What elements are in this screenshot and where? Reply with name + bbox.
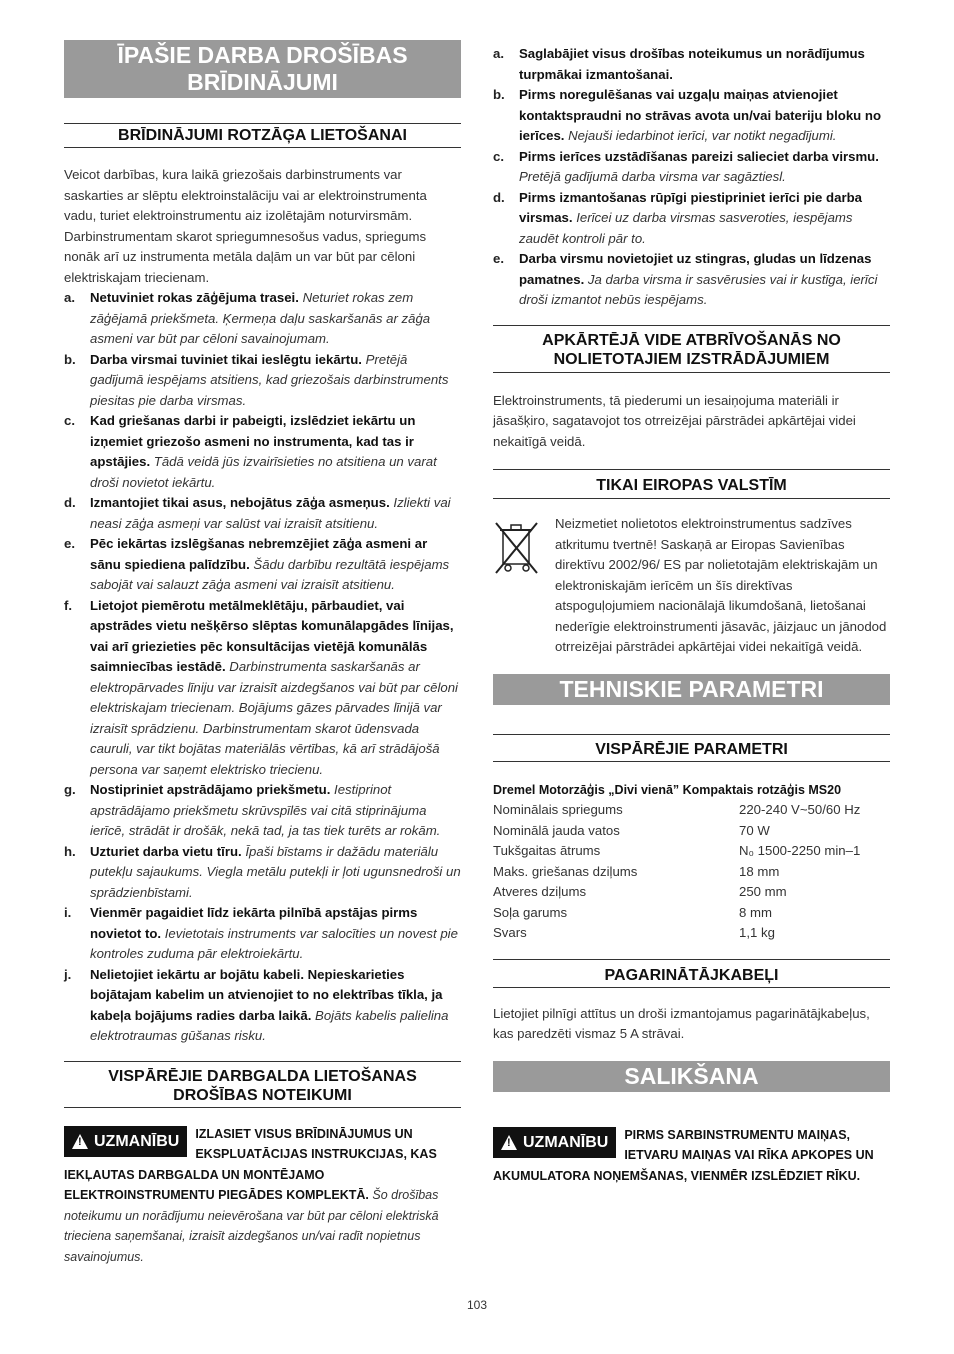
item-bold-text: Pirms noregulēšanas vai uzgaļu maiņas atvienojiet kontaktspraudni no strāvas avota un/vai bateriju bloku no ierīces. — [519, 87, 881, 143]
item-italic-text: Bojāts kabelis palielina elektrotraumas gūšanas risku. — [90, 1007, 449, 1043]
heading-environment: APKĀRTĒJĀ VIDE ATBRĪVOŠANĀS NO NOLIETOTAJIEM IZSTRĀDĀJUMIEM — [493, 325, 890, 373]
item-italic-text: Šādu darbību rezultātā iespējams sabojāt vai salauzt zāģa asmeni vai izraisīt atsitienu. — [90, 556, 450, 592]
item-label: f. — [64, 597, 73, 613]
item-label: c. — [64, 413, 75, 428]
list-item — [64, 411, 461, 493]
list-item — [64, 596, 461, 781]
spec-value: 220-240 V~50/60 Hz — [739, 802, 861, 817]
item-bold-text: Lietojot piemērotu metālmeklētāju, pārbaudiet, vai apstrādes vietu nešķērso slēptas komunālapgādes līnijas, vai arī griezieties pēc konsultācijas vietējā komunālās saimniecības iestādē. — [90, 597, 454, 674]
item-bold-text: Pirms izmantošanas rūpīgi piestipriniet ierīci pie darba virsmas. — [519, 189, 862, 225]
item-italic-text: Ja darba virsma ir sasvērusies vai ir kustīga, ierīci droši izmantot nebūs iespējams. — [519, 271, 878, 307]
item-label: g. — [64, 782, 76, 797]
item-italic-text: Pretējā gadījumā iespējams atsitiens, kad griezošais darbinstruments piesitas pie darba virsmas. — [90, 351, 449, 408]
item-label: i. — [64, 905, 72, 920]
item-italic-text: Neturiet rokas zem zāģējamā priekšmeta. Ķermeņa daļu saskaršanās ar zāģa asmeni var būt par cēloni savainojumam. — [90, 290, 431, 346]
item-italic-text: Iestiprinot apstrādājamo priekšmetu skrūvspīlēs vai citā stiprinājuma ierīcē, strādāt ir drošāk, nekā tad, ja tas tiek turēts ar rokām. — [90, 782, 441, 838]
item-text — [90, 493, 461, 534]
spec-value: 70 W — [739, 822, 770, 838]
weee-text: Neizmetiet nolietotos elektroinstrumentus sadzīves atkritumu tvertnē! Saskaņā ar Eiropas Savienības direktīvu 2002/96/ ES par nolietotajām elektriskajām un elektroniskajām ierīcēm un šīs direktīvas atspoguļojumiem nacionālajā likumdošanā, lietošanai nederīgie elektroinstrumenti jāsavāc, jāizjauc un jānodod otrreizējai pārstrādei apkārtējai videi nekaitīgā veidā. — [555, 516, 887, 654]
spec-value: 8 mm — [739, 904, 772, 920]
heading-general-params: VISPĀRĒJIE PARAMETRI — [493, 734, 890, 762]
item-label: d. — [493, 189, 505, 205]
item-bold-text: Netuviniet rokas zāģējuma trasei. — [90, 290, 299, 305]
item-text — [519, 188, 890, 250]
product-name: Dremel Motorzāģis „Divi vienā” Kompaktais rotzāģis MS20 — [493, 782, 842, 797]
spec-value: 1,1 kg — [739, 925, 775, 940]
item-bold-text: Darba virsmu novietojiet uz stingras, gludas un līdzenas pamatnes. — [519, 251, 872, 287]
list-item — [64, 288, 461, 350]
item-bold-text: Kad griešanas darbi ir pabeigti, izslēdziet iekārtu un izņemiet griezošo asmeni no instrumenta, kad tas ir apstājies. — [90, 413, 416, 469]
list-item — [493, 85, 890, 147]
list-item — [64, 965, 461, 1047]
spec-key: Atveres dziļums — [493, 884, 587, 899]
warning-block-right — [493, 1125, 890, 1187]
warning-badge: ! UZMANĪBU — [493, 1127, 616, 1158]
list-item — [493, 188, 890, 250]
section-banner-assembly: SALIKŠANA — [493, 1061, 890, 1092]
spec-key: Svars — [493, 925, 527, 940]
item-text — [519, 85, 890, 147]
list-item — [64, 493, 461, 534]
intro-paragraph: Veicot darbības, kura laikā griezošais darbinstruments var saskarties ar slēptu elektroinstalāciju vai ar elektroinstrumenta vadu, turiet elektroinstrumentu aiz izolētajām noturvirsmām. Darbinstrumentam skarot spriegumnesošus vadus, spriegums nonāk arī uz instrumenta metāla daļām un var būt par cēloni elektriskajam triecienam. — [64, 167, 427, 285]
item-label: e. — [64, 536, 75, 551]
list-item — [64, 903, 461, 965]
item-bold-text: Saglabājiet visus drošības noteikumus un norādījumus turpmākai izmantošanai. — [519, 46, 865, 82]
item-label: b. — [64, 351, 76, 367]
list-item — [493, 249, 890, 311]
spec-key: Nominālais spriegums — [493, 802, 623, 817]
warning-triangle-icon — [72, 1134, 88, 1149]
spec-row — [493, 862, 890, 883]
heading-extension-cords: PAGARINĀTĀJKABEĻI — [493, 959, 890, 988]
heading-table-safety: VISPĀRĒJIE DARBGALDA LIETOŠANAS DROŠĪBAS NOTEIKUMI — [64, 1061, 461, 1108]
item-italic-text: Pretējā gadījumā darba virsma var sagāztiesl. — [519, 169, 786, 184]
section-banner-tech: TEHNISKIE PARAMETRI — [493, 674, 890, 705]
item-text — [90, 288, 461, 350]
item-text — [90, 965, 461, 1047]
item-text — [90, 350, 461, 412]
right-column — [493, 44, 890, 1186]
item-text — [90, 596, 461, 781]
item-text — [90, 903, 461, 965]
list-item — [64, 842, 461, 904]
item-italic-text: Darbinstrumenta saskaršanās ar elektropārvades līniju var izraisīt aizdegšanos vai būt par cēloni elektriskajam triecienam. Bojājums gāzes pārvades līnijā var izraisīt sprādzienu. Darbinstrumentam skarot ūdensvada cauruli, var tikt bojātas materiālās vērtības, kā arī strādājošā persona var saņemt elektrisko triecienu. — [90, 659, 458, 777]
item-text — [519, 147, 890, 188]
warning-note: Šo drošības noteikumu un norādījumu neievērošana var būt par cēloni elektriskā trieciena saņemšanai, izraisīt aizdegšanos un/vai radīt nopietnus savainojumus. — [64, 1188, 439, 1264]
page-number: 103 — [466, 1298, 488, 1312]
item-bold-text: Pēc iekārtas izslēgšanas nebremzējiet zāģa asmeni ar sānu spiediena palīdzību. — [90, 536, 428, 572]
spec-row — [493, 903, 890, 924]
item-bold-text: Uzturiet darba vietu tīru. — [90, 843, 242, 859]
spec-key: Soļa garums — [493, 904, 568, 920]
list-item — [493, 147, 890, 188]
heading-saw-warnings: BRĪDINĀJUMI ROTZĀĢA LIETOŠANAI — [64, 123, 461, 148]
item-text — [90, 411, 461, 493]
item-label: a. — [493, 46, 504, 61]
spec-row — [493, 882, 890, 903]
item-label: d. — [64, 495, 76, 510]
warning-text: IZLASIET VISUS BRĪDINĀJUMUS UN EKSPLUATĀCIJAS INSTRUKCIJAS, KAS IEKĻAUTAS DARBGALDA UN MONTĒJAMO ELEKTROINSTRUMENTU PIEGĀDES KOMPLEKTĀ. — [64, 1126, 437, 1202]
extension-text: Lietojiet pilnīgi attītus un droši izmantojamus pagarinātājkabeļus, kas paredzēti vismaz 5 A strāvai. — [493, 1005, 870, 1041]
weee-block — [493, 514, 890, 658]
item-bold-text: Pirms ierīces uzstādīšanas pareizi salieciet darba virsmu. — [519, 148, 879, 164]
heading-eu-only: TIKAI EIROPAS VALSTĪM — [493, 469, 890, 499]
item-italic-text: Tādā veidā jūs izvairīsieties no atsitiena un varat droši novietot iekārtu. — [90, 454, 437, 490]
item-text — [519, 44, 890, 85]
item-text — [90, 780, 461, 842]
item-label: c. — [493, 148, 504, 164]
item-text — [90, 842, 461, 904]
spec-value: N₀ 1500-2250 min–1 — [739, 843, 861, 858]
item-italic-text: Izliekti vai neasi zāģa asmeņi var salūst vai izraisīt atsitienu. — [90, 495, 451, 531]
spec-row — [493, 841, 890, 862]
spec-row — [493, 821, 890, 842]
item-bold-text: Darba virsmai tuviniet tikai ieslēgtu iekārtu. — [90, 351, 362, 367]
item-italic-text: Ievietotais instruments var salocīties un novest pie kontroles zuduma pār elektroiekārtu. — [90, 925, 458, 961]
item-bold-text: Izmantojiet tikai asus, nebojātus zāģa asmeņus. — [90, 495, 390, 510]
item-bold-text: Vienmēr pagaidiet līdz iekārta pilnībā apstājas pirms novietot to. — [90, 905, 418, 941]
environment-text: Elektroinstruments, tā piederumi un iesaiņojuma materiāli ir jāsašķiro, sagatavojot tos otrreizējai pārstrādei apkārtējai videi nekaitīgā veidā. — [493, 392, 856, 449]
left-column — [64, 40, 461, 1267]
safety-list-right — [493, 44, 890, 311]
safety-list-left — [64, 288, 461, 1047]
spec-key: Tukšgaitas ātrums — [493, 843, 601, 858]
item-label: a. — [64, 290, 75, 305]
spec-row — [493, 800, 890, 821]
item-label: b. — [493, 87, 505, 102]
item-label: e. — [493, 251, 504, 266]
item-italic-text: Nejauši iedarbinot ierīci, var notikt negadījumi. — [568, 128, 837, 143]
warning-triangle-icon — [501, 1135, 517, 1150]
item-italic-text: Īpaši bīstams ir dažādu materiālu putekļu sajaukums. Viegla metālu putekļi ir ļoti ugunsnedroši un sprādzienbīstami. — [90, 843, 461, 900]
section-banner-safety: ĪPAŠIE DARBA DROŠĪBAS BRĪDINĀJUMI — [64, 40, 461, 98]
item-label: j. — [64, 966, 72, 982]
list-item — [493, 44, 890, 85]
spec-row — [493, 923, 890, 944]
spec-key: Maks. griešanas dziļums — [493, 863, 638, 879]
item-text — [519, 249, 890, 311]
warning-block-left — [64, 1124, 461, 1268]
item-italic-text: Ierīcei uz darba virsmas sasveroties, iespējams zaudēt kontroli pār to. — [519, 210, 853, 246]
spec-value: 18 mm — [739, 863, 780, 879]
warning-text: PIRMS SARBINSTRUMENTU MAIŅAS, IETVARU MAIŅAS VAI RĪKA APKOPES UN AKUMULATORA NOŅEMŠANAS, VIENMĒR IZSLĒDZIET RĪKU. — [493, 1127, 874, 1183]
item-bold-text: Nelietojiet iekārtu ar bojātu kabeli. Nepieskarieties bojātajam kabelim un atvienojiet to no elektrības tīkla, ja kabeļa bojājums radies darba laikā. — [90, 966, 443, 1023]
crossed-bin-icon — [493, 514, 555, 658]
list-item — [64, 780, 461, 842]
spec-value: 250 mm — [739, 884, 787, 899]
spec-key: Nominālā jauda vatos — [493, 822, 620, 838]
spec-table — [493, 800, 890, 944]
item-label: h. — [64, 843, 76, 859]
list-item — [64, 534, 461, 596]
item-text — [90, 534, 461, 596]
warning-badge: ! UZMANĪBU — [64, 1126, 187, 1157]
item-bold-text: Nostipriniet apstrādājamo priekšmetu. — [90, 782, 331, 797]
list-item — [64, 350, 461, 412]
